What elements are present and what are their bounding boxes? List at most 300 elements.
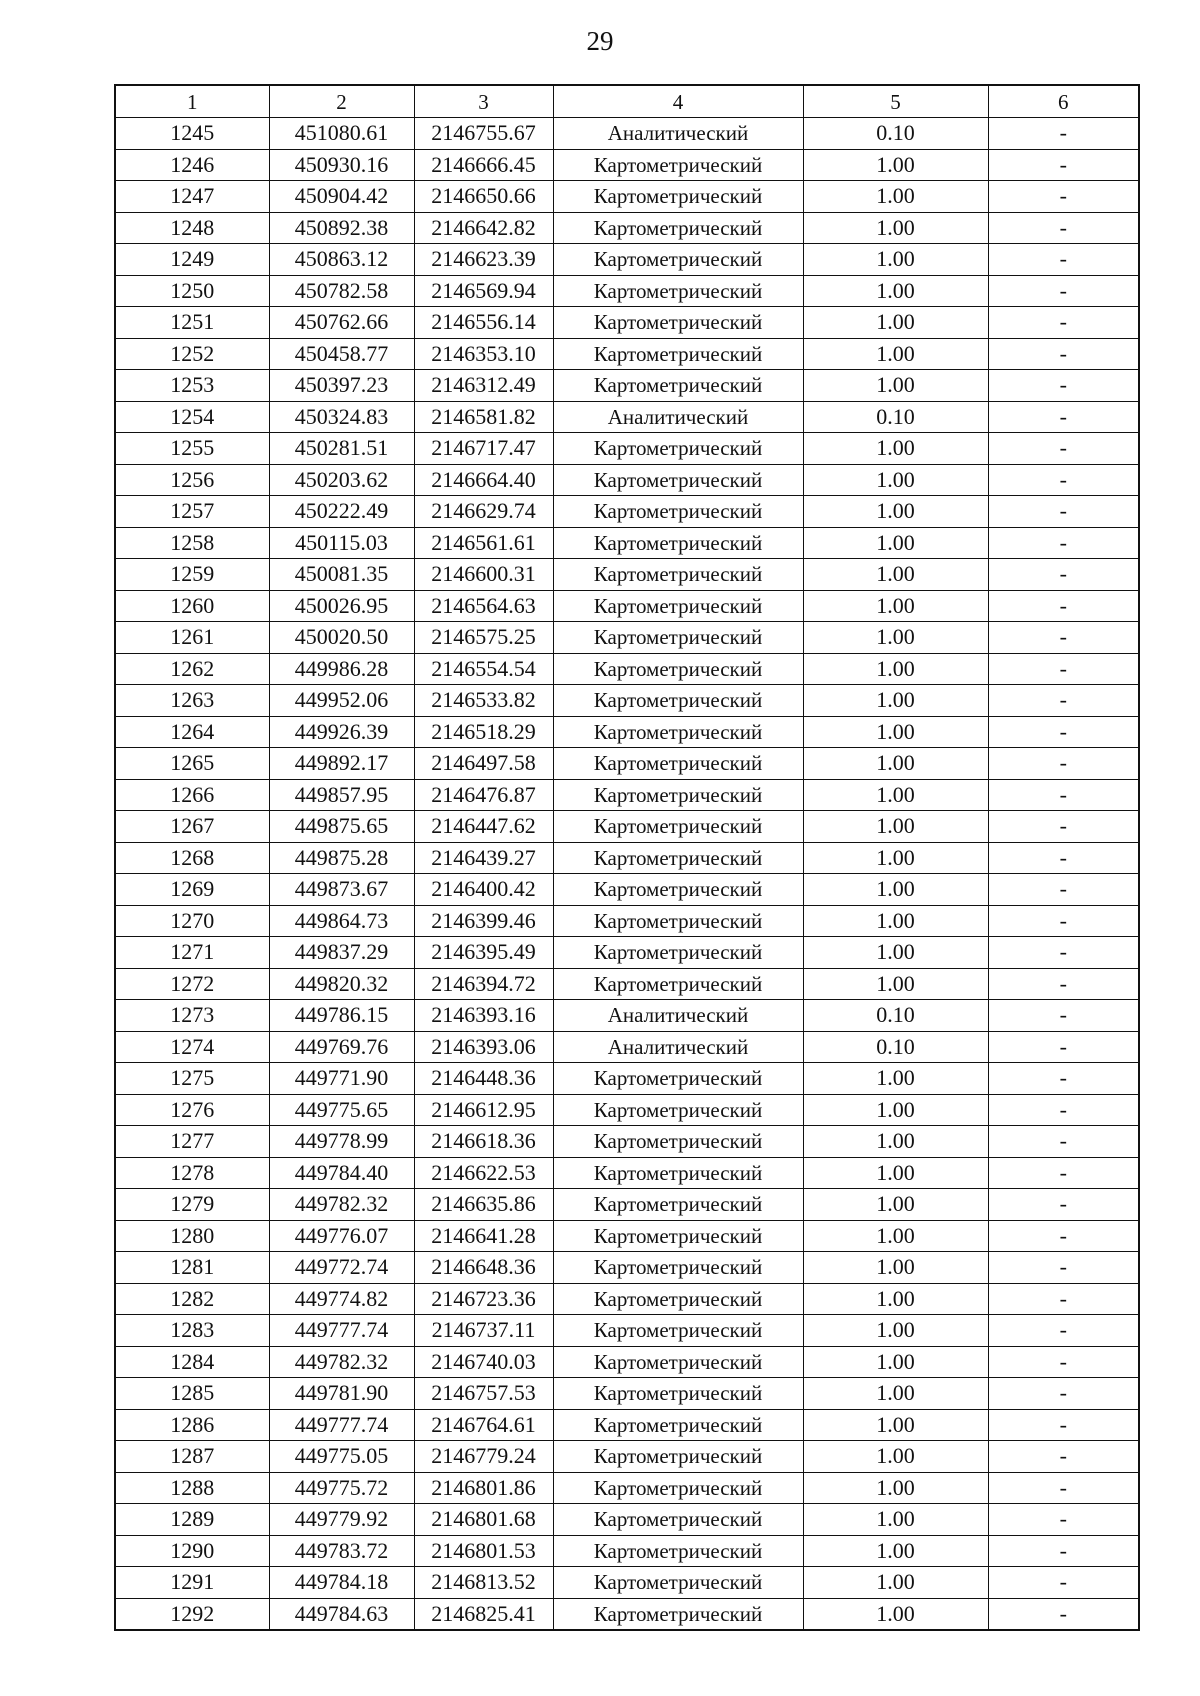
note-cell: - — [988, 244, 1139, 276]
method-cell: Картометрический — [553, 1378, 803, 1410]
method-cell: Картометрический — [553, 874, 803, 906]
point-number-cell: 1257 — [115, 496, 269, 528]
method-cell: Картометрический — [553, 496, 803, 528]
accuracy-cell: 1.00 — [803, 307, 988, 339]
method-cell: Картометрический — [553, 811, 803, 843]
method-cell: Картометрический — [553, 559, 803, 591]
accuracy-cell: 0.10 — [803, 118, 988, 150]
accuracy-cell: 1.00 — [803, 590, 988, 622]
accuracy-cell: 1.00 — [803, 559, 988, 591]
table-row — [115, 1441, 1139, 1473]
point-number-cell: 1268 — [115, 842, 269, 874]
accuracy-cell: 1.00 — [803, 370, 988, 402]
point-number-cell: 1287 — [115, 1441, 269, 1473]
x-coordinate-cell: 449783.72 — [269, 1535, 414, 1567]
note-cell: - — [988, 1598, 1139, 1630]
method-cell: Картометрический — [553, 1189, 803, 1221]
note-cell: - — [988, 968, 1139, 1000]
table-row — [115, 1409, 1139, 1441]
table-row — [115, 1031, 1139, 1063]
y-coordinate-cell: 2146518.29 — [414, 716, 553, 748]
accuracy-cell: 1.00 — [803, 874, 988, 906]
method-cell: Картометрический — [553, 1157, 803, 1189]
table-row — [115, 527, 1139, 559]
note-cell: - — [988, 1378, 1139, 1410]
x-coordinate-cell: 449782.32 — [269, 1346, 414, 1378]
method-cell: Картометрический — [553, 622, 803, 654]
point-number-cell: 1281 — [115, 1252, 269, 1284]
accuracy-cell: 1.00 — [803, 1504, 988, 1536]
method-cell: Картометрический — [553, 1315, 803, 1347]
accuracy-cell: 1.00 — [803, 905, 988, 937]
note-cell: - — [988, 874, 1139, 906]
accuracy-cell: 1.00 — [803, 149, 988, 181]
note-cell: - — [988, 1315, 1139, 1347]
x-coordinate-cell: 449837.29 — [269, 937, 414, 969]
table-row — [115, 1157, 1139, 1189]
x-coordinate-cell: 449776.07 — [269, 1220, 414, 1252]
method-cell: Аналитический — [553, 1000, 803, 1032]
x-coordinate-cell: 450762.66 — [269, 307, 414, 339]
y-coordinate-cell: 2146622.53 — [414, 1157, 553, 1189]
point-number-cell: 1279 — [115, 1189, 269, 1221]
note-cell: - — [988, 496, 1139, 528]
accuracy-cell: 1.00 — [803, 748, 988, 780]
point-number-cell: 1274 — [115, 1031, 269, 1063]
method-cell: Картометрический — [553, 1567, 803, 1599]
method-cell: Картометрический — [553, 1598, 803, 1630]
y-coordinate-cell: 2146395.49 — [414, 937, 553, 969]
table-row — [115, 307, 1139, 339]
accuracy-cell: 1.00 — [803, 653, 988, 685]
table-row — [115, 275, 1139, 307]
x-coordinate-cell: 449784.63 — [269, 1598, 414, 1630]
point-number-cell: 1256 — [115, 464, 269, 496]
point-number-cell: 1259 — [115, 559, 269, 591]
table-row — [115, 1315, 1139, 1347]
point-number-cell: 1273 — [115, 1000, 269, 1032]
y-coordinate-cell: 2146393.06 — [414, 1031, 553, 1063]
table-row — [115, 937, 1139, 969]
x-coordinate-cell: 449769.76 — [269, 1031, 414, 1063]
y-coordinate-cell: 2146600.31 — [414, 559, 553, 591]
y-coordinate-cell: 2146312.49 — [414, 370, 553, 402]
method-cell: Картометрический — [553, 1283, 803, 1315]
x-coordinate-cell: 450782.58 — [269, 275, 414, 307]
x-coordinate-cell: 449873.67 — [269, 874, 414, 906]
accuracy-cell: 0.10 — [803, 401, 988, 433]
table-row — [115, 622, 1139, 654]
point-number-cell: 1291 — [115, 1567, 269, 1599]
table-row — [115, 1094, 1139, 1126]
method-cell: Картометрический — [553, 244, 803, 276]
note-cell: - — [988, 149, 1139, 181]
method-cell: Картометрический — [553, 1504, 803, 1536]
point-number-cell: 1271 — [115, 937, 269, 969]
table-row — [115, 559, 1139, 591]
note-cell: - — [988, 716, 1139, 748]
x-coordinate-cell: 449986.28 — [269, 653, 414, 685]
y-coordinate-cell: 2146779.24 — [414, 1441, 553, 1473]
method-cell: Картометрический — [553, 968, 803, 1000]
y-coordinate-cell: 2146641.28 — [414, 1220, 553, 1252]
x-coordinate-cell: 449784.40 — [269, 1157, 414, 1189]
x-coordinate-cell: 450904.42 — [269, 181, 414, 213]
page-number: 29 — [586, 26, 614, 56]
method-cell: Картометрический — [553, 842, 803, 874]
accuracy-cell: 1.00 — [803, 1535, 988, 1567]
table-row — [115, 1567, 1139, 1599]
accuracy-cell: 1.00 — [803, 937, 988, 969]
note-cell: - — [988, 653, 1139, 685]
table-row — [115, 1189, 1139, 1221]
y-coordinate-cell: 2146612.95 — [414, 1094, 553, 1126]
note-cell: - — [988, 1000, 1139, 1032]
point-number-cell: 1248 — [115, 212, 269, 244]
table-row — [115, 716, 1139, 748]
accuracy-cell: 1.00 — [803, 1598, 988, 1630]
table-row — [115, 1283, 1139, 1315]
point-number-cell: 1280 — [115, 1220, 269, 1252]
y-coordinate-cell: 2146764.61 — [414, 1409, 553, 1441]
note-cell: - — [988, 622, 1139, 654]
y-coordinate-cell: 2146813.52 — [414, 1567, 553, 1599]
table-row — [115, 370, 1139, 402]
method-cell: Картометрический — [553, 1441, 803, 1473]
y-coordinate-cell: 2146394.72 — [414, 968, 553, 1000]
table-header-row — [115, 85, 1139, 118]
method-cell: Картометрический — [553, 653, 803, 685]
accuracy-cell: 0.10 — [803, 1031, 988, 1063]
y-coordinate-cell: 2146439.27 — [414, 842, 553, 874]
accuracy-cell: 1.00 — [803, 496, 988, 528]
point-number-cell: 1288 — [115, 1472, 269, 1504]
note-cell: - — [988, 401, 1139, 433]
method-cell: Картометрический — [553, 590, 803, 622]
point-number-cell: 1261 — [115, 622, 269, 654]
accuracy-cell: 1.00 — [803, 1472, 988, 1504]
y-coordinate-cell: 2146554.54 — [414, 653, 553, 685]
column-header-6: 6 — [988, 85, 1139, 118]
point-number-cell: 1253 — [115, 370, 269, 402]
note-cell: - — [988, 1220, 1139, 1252]
method-cell: Аналитический — [553, 1031, 803, 1063]
x-coordinate-cell: 449777.74 — [269, 1409, 414, 1441]
point-number-cell: 1246 — [115, 149, 269, 181]
x-coordinate-cell: 449778.99 — [269, 1126, 414, 1158]
table-row — [115, 1063, 1139, 1095]
point-number-cell: 1282 — [115, 1283, 269, 1315]
accuracy-cell: 1.00 — [803, 968, 988, 1000]
method-cell: Картометрический — [553, 1409, 803, 1441]
x-coordinate-cell: 450081.35 — [269, 559, 414, 591]
method-cell: Картометрический — [553, 685, 803, 717]
table-row — [115, 874, 1139, 906]
point-number-cell: 1263 — [115, 685, 269, 717]
accuracy-cell: 1.00 — [803, 1157, 988, 1189]
x-coordinate-cell: 449777.74 — [269, 1315, 414, 1347]
y-coordinate-cell: 2146717.47 — [414, 433, 553, 465]
y-coordinate-cell: 2146400.42 — [414, 874, 553, 906]
x-coordinate-cell: 449857.95 — [269, 779, 414, 811]
method-cell: Картометрический — [553, 716, 803, 748]
accuracy-cell: 1.00 — [803, 1346, 988, 1378]
accuracy-cell: 1.00 — [803, 244, 988, 276]
table-row — [115, 212, 1139, 244]
y-coordinate-cell: 2146623.39 — [414, 244, 553, 276]
accuracy-cell: 1.00 — [803, 1441, 988, 1473]
y-coordinate-cell: 2146399.46 — [414, 905, 553, 937]
note-cell: - — [988, 590, 1139, 622]
x-coordinate-cell: 450892.38 — [269, 212, 414, 244]
y-coordinate-cell: 2146757.53 — [414, 1378, 553, 1410]
x-coordinate-cell: 449786.15 — [269, 1000, 414, 1032]
point-number-cell: 1269 — [115, 874, 269, 906]
x-coordinate-cell: 449875.28 — [269, 842, 414, 874]
x-coordinate-cell: 449875.65 — [269, 811, 414, 843]
x-coordinate-cell: 450930.16 — [269, 149, 414, 181]
method-cell: Картометрический — [553, 1063, 803, 1095]
point-number-cell: 1265 — [115, 748, 269, 780]
point-number-cell: 1249 — [115, 244, 269, 276]
note-cell: - — [988, 748, 1139, 780]
point-number-cell: 1276 — [115, 1094, 269, 1126]
point-number-cell: 1270 — [115, 905, 269, 937]
accuracy-cell: 1.00 — [803, 338, 988, 370]
accuracy-cell: 1.00 — [803, 1063, 988, 1095]
note-cell: - — [988, 212, 1139, 244]
method-cell: Картометрический — [553, 1346, 803, 1378]
accuracy-cell: 1.00 — [803, 716, 988, 748]
column-header-3: 3 — [414, 85, 553, 118]
point-number-cell: 1245 — [115, 118, 269, 150]
table-row — [115, 244, 1139, 276]
note-cell: - — [988, 1189, 1139, 1221]
accuracy-cell: 1.00 — [803, 1094, 988, 1126]
note-cell: - — [988, 1252, 1139, 1284]
point-number-cell: 1254 — [115, 401, 269, 433]
accuracy-cell: 1.00 — [803, 779, 988, 811]
note-cell: - — [988, 1157, 1139, 1189]
table-row — [115, 685, 1139, 717]
y-coordinate-cell: 2146666.45 — [414, 149, 553, 181]
note-cell: - — [988, 1535, 1139, 1567]
table-row — [115, 118, 1139, 150]
note-cell: - — [988, 937, 1139, 969]
table-row — [115, 811, 1139, 843]
column-header-1: 1 — [115, 85, 269, 118]
accuracy-cell: 1.00 — [803, 433, 988, 465]
accuracy-cell: 1.00 — [803, 464, 988, 496]
point-number-cell: 1284 — [115, 1346, 269, 1378]
note-cell: - — [988, 1283, 1139, 1315]
y-coordinate-cell: 2146629.74 — [414, 496, 553, 528]
x-coordinate-cell: 450324.83 — [269, 401, 414, 433]
table-row — [115, 496, 1139, 528]
y-coordinate-cell: 2146447.62 — [414, 811, 553, 843]
method-cell: Картометрический — [553, 275, 803, 307]
note-cell: - — [988, 1504, 1139, 1536]
accuracy-cell: 1.00 — [803, 1220, 988, 1252]
point-number-cell: 1272 — [115, 968, 269, 1000]
table-row — [115, 1504, 1139, 1536]
note-cell: - — [988, 118, 1139, 150]
accuracy-cell: 1.00 — [803, 1409, 988, 1441]
point-number-cell: 1260 — [115, 590, 269, 622]
accuracy-cell: 0.10 — [803, 1000, 988, 1032]
method-cell: Аналитический — [553, 401, 803, 433]
x-coordinate-cell: 449892.17 — [269, 748, 414, 780]
point-number-cell: 1286 — [115, 1409, 269, 1441]
point-number-cell: 1277 — [115, 1126, 269, 1158]
y-coordinate-cell: 2146801.68 — [414, 1504, 553, 1536]
point-number-cell: 1285 — [115, 1378, 269, 1410]
point-number-cell: 1264 — [115, 716, 269, 748]
y-coordinate-cell: 2146448.36 — [414, 1063, 553, 1095]
table-row — [115, 401, 1139, 433]
note-cell: - — [988, 464, 1139, 496]
x-coordinate-cell: 449864.73 — [269, 905, 414, 937]
table-row — [115, 433, 1139, 465]
point-number-cell: 1275 — [115, 1063, 269, 1095]
accuracy-cell: 1.00 — [803, 1189, 988, 1221]
point-number-cell: 1247 — [115, 181, 269, 213]
note-cell: - — [988, 275, 1139, 307]
y-coordinate-cell: 2146569.94 — [414, 275, 553, 307]
accuracy-cell: 1.00 — [803, 1567, 988, 1599]
accuracy-cell: 1.00 — [803, 212, 988, 244]
method-cell: Картометрический — [553, 464, 803, 496]
point-number-cell: 1258 — [115, 527, 269, 559]
table-row — [115, 1252, 1139, 1284]
accuracy-cell: 1.00 — [803, 1315, 988, 1347]
coordinates-table — [114, 84, 1140, 1631]
accuracy-cell: 1.00 — [803, 685, 988, 717]
note-cell: - — [988, 1031, 1139, 1063]
point-number-cell: 1267 — [115, 811, 269, 843]
method-cell: Картометрический — [553, 370, 803, 402]
y-coordinate-cell: 2146497.58 — [414, 748, 553, 780]
note-cell: - — [988, 433, 1139, 465]
method-cell: Картометрический — [553, 1126, 803, 1158]
accuracy-cell: 1.00 — [803, 842, 988, 874]
y-coordinate-cell: 2146575.25 — [414, 622, 553, 654]
table-row — [115, 1346, 1139, 1378]
note-cell: - — [988, 559, 1139, 591]
x-coordinate-cell: 449775.05 — [269, 1441, 414, 1473]
method-cell: Картометрический — [553, 1252, 803, 1284]
method-cell: Картометрический — [553, 748, 803, 780]
note-cell: - — [988, 779, 1139, 811]
x-coordinate-cell: 449771.90 — [269, 1063, 414, 1095]
note-cell: - — [988, 1126, 1139, 1158]
y-coordinate-cell: 2146393.16 — [414, 1000, 553, 1032]
y-coordinate-cell: 2146353.10 — [414, 338, 553, 370]
method-cell: Картометрический — [553, 1094, 803, 1126]
x-coordinate-cell: 450203.62 — [269, 464, 414, 496]
note-cell: - — [988, 1567, 1139, 1599]
method-cell: Картометрический — [553, 1220, 803, 1252]
point-number-cell: 1250 — [115, 275, 269, 307]
y-coordinate-cell: 2146635.86 — [414, 1189, 553, 1221]
y-coordinate-cell: 2146561.61 — [414, 527, 553, 559]
y-coordinate-cell: 2146755.67 — [414, 118, 553, 150]
y-coordinate-cell: 2146581.82 — [414, 401, 553, 433]
method-cell: Картометрический — [553, 1535, 803, 1567]
x-coordinate-cell: 449926.39 — [269, 716, 414, 748]
note-cell: - — [988, 370, 1139, 402]
x-coordinate-cell: 450222.49 — [269, 496, 414, 528]
column-header-4: 4 — [553, 85, 803, 118]
point-number-cell: 1255 — [115, 433, 269, 465]
x-coordinate-cell: 450020.50 — [269, 622, 414, 654]
note-cell: - — [988, 1472, 1139, 1504]
table-row — [115, 1000, 1139, 1032]
point-number-cell: 1251 — [115, 307, 269, 339]
accuracy-cell: 1.00 — [803, 1283, 988, 1315]
note-cell: - — [988, 905, 1139, 937]
table-row — [115, 181, 1139, 213]
table-row — [115, 653, 1139, 685]
note-cell: - — [988, 181, 1139, 213]
x-coordinate-cell: 449775.72 — [269, 1472, 414, 1504]
table-row — [115, 968, 1139, 1000]
method-cell: Картометрический — [553, 212, 803, 244]
x-coordinate-cell: 450026.95 — [269, 590, 414, 622]
accuracy-cell: 1.00 — [803, 527, 988, 559]
y-coordinate-cell: 2146564.63 — [414, 590, 553, 622]
y-coordinate-cell: 2146648.36 — [414, 1252, 553, 1284]
y-coordinate-cell: 2146801.86 — [414, 1472, 553, 1504]
x-coordinate-cell: 449782.32 — [269, 1189, 414, 1221]
y-coordinate-cell: 2146476.87 — [414, 779, 553, 811]
table-row — [115, 338, 1139, 370]
note-cell: - — [988, 811, 1139, 843]
table-row — [115, 779, 1139, 811]
x-coordinate-cell: 449774.82 — [269, 1283, 414, 1315]
table-row — [115, 1472, 1139, 1504]
method-cell: Картометрический — [553, 1472, 803, 1504]
table-row — [115, 842, 1139, 874]
column-header-5: 5 — [803, 85, 988, 118]
table-row — [115, 1220, 1139, 1252]
point-number-cell: 1283 — [115, 1315, 269, 1347]
method-cell: Аналитический — [553, 118, 803, 150]
table-row — [115, 464, 1139, 496]
table-row — [115, 590, 1139, 622]
accuracy-cell: 1.00 — [803, 811, 988, 843]
y-coordinate-cell: 2146737.11 — [414, 1315, 553, 1347]
point-number-cell: 1292 — [115, 1598, 269, 1630]
method-cell: Картометрический — [553, 181, 803, 213]
y-coordinate-cell: 2146556.14 — [414, 307, 553, 339]
accuracy-cell: 1.00 — [803, 275, 988, 307]
note-cell: - — [988, 307, 1139, 339]
column-header-2: 2 — [269, 85, 414, 118]
note-cell: - — [988, 1063, 1139, 1095]
point-number-cell: 1262 — [115, 653, 269, 685]
method-cell: Картометрический — [553, 307, 803, 339]
table-row — [115, 1598, 1139, 1630]
table-row — [115, 149, 1139, 181]
x-coordinate-cell: 449781.90 — [269, 1378, 414, 1410]
point-number-cell: 1252 — [115, 338, 269, 370]
table-body — [115, 118, 1139, 1631]
y-coordinate-cell: 2146664.40 — [414, 464, 553, 496]
y-coordinate-cell: 2146650.66 — [414, 181, 553, 213]
x-coordinate-cell: 450281.51 — [269, 433, 414, 465]
y-coordinate-cell: 2146825.41 — [414, 1598, 553, 1630]
